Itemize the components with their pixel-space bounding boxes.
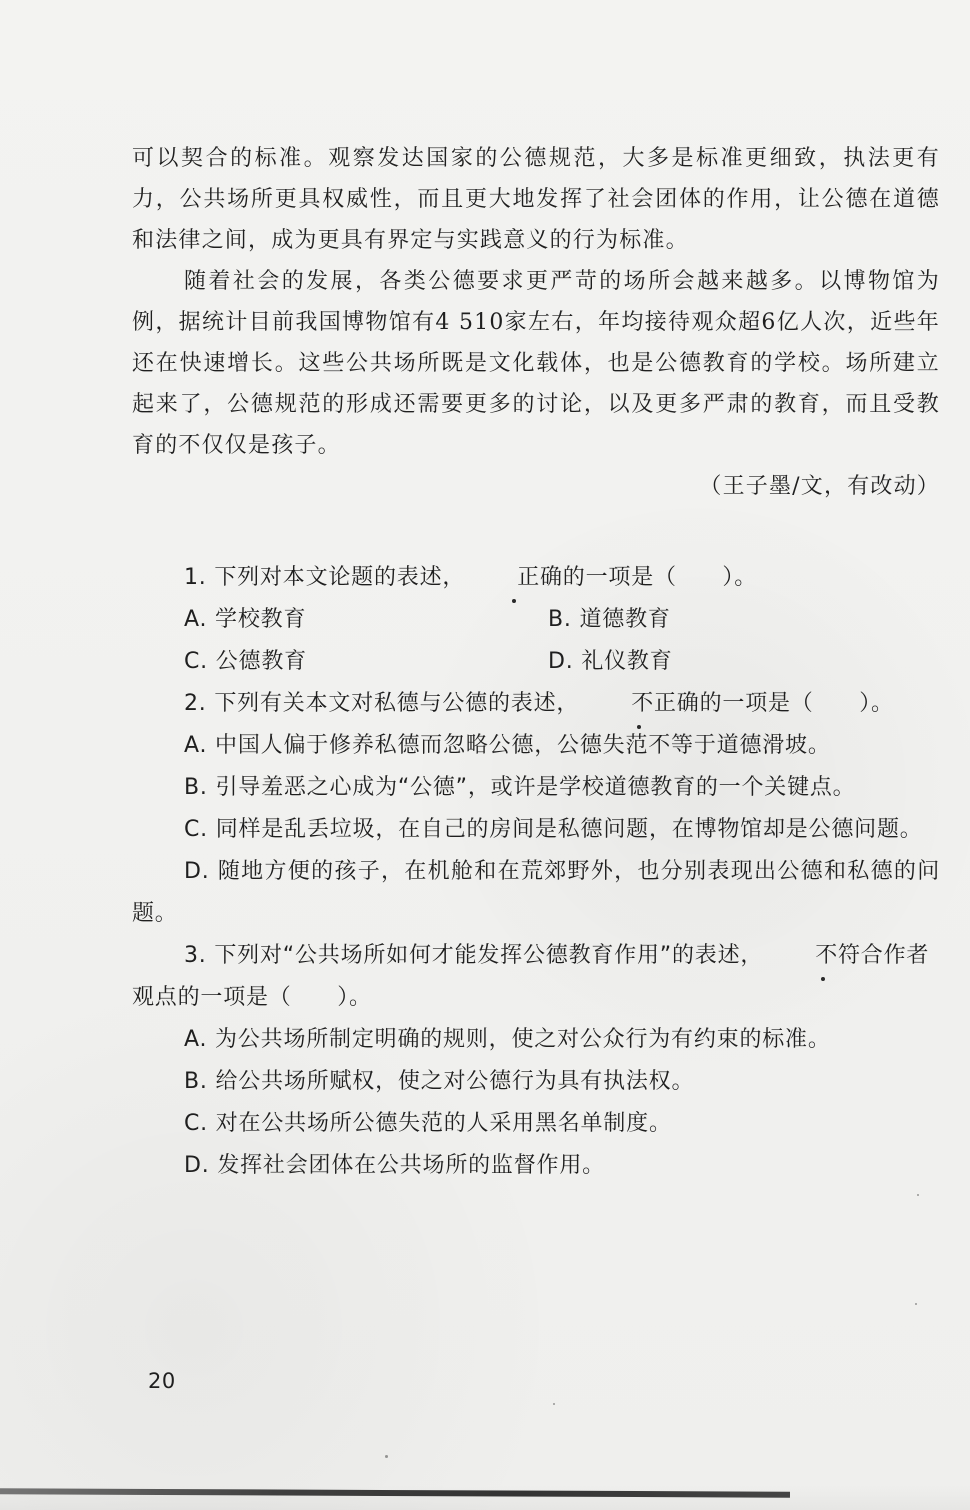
question-3-stem xyxy=(132,935,940,1019)
page-number: 20 xyxy=(148,1369,176,1393)
question-1-stem-prefix: 1. 下列对本文论题的表述， xyxy=(184,565,466,590)
question-3-option-d: D. 发挥社会团体在公共场所的监督作用。 xyxy=(184,1153,605,1178)
scan-speck xyxy=(553,1403,555,1405)
question-1-stem-suffix: 的一项是（ ）。 xyxy=(562,565,757,590)
article-text xyxy=(132,138,940,507)
question-2-stem-suffix: 的一项是（ ）。 xyxy=(699,691,894,716)
scan-speck xyxy=(915,1303,917,1305)
question-3-stem-prefix: 3. 下列对“公共场所如何才能发挥公德教育作用”的表述， xyxy=(184,943,764,968)
question-1-option-a: A. 学校教育 xyxy=(184,607,307,632)
question-3-stem-suffix: 作者观点的一项是（ ）。 xyxy=(132,943,930,1010)
question-2-option-c: C. 同样是乱丢垃圾，在自己的房间是私德问题，在博物馆却是公德问题。 xyxy=(184,817,923,842)
question-3-option-b: B. 给公共场所赋权，使之对公德行为具有执法权。 xyxy=(184,1069,695,1094)
question-1-option-b: B. 道德教育 xyxy=(548,607,671,632)
question-1-option-c: C. 公德教育 xyxy=(184,649,307,674)
question-2-option-d: D. 随地方便的孩子，在机舱和在荒郊野外，也分别表现出公德和私德的问题。 xyxy=(132,859,940,926)
question-3-option-a: A. 为公共场所制定明确的规则，使之对公众行为有约束的标准。 xyxy=(184,1027,831,1052)
question-2-stem xyxy=(132,683,940,725)
article-paragraph-2: 随着社会的发展，各类公德要求更严苛的场所会越来越多。以博物馆为例，据统计目前我国博物馆有4 510家左右，年均接待观众超6亿人次，近些年还在快速增长。这些公共场所既是文化载体，也是公德教育的学校。场所建立起来了，公德规范的形成还需要更多的讨论，以及更多严肃的教育，而且受教育的不仅仅是孩子。 xyxy=(132,269,940,458)
scan-speck xyxy=(515,274,517,276)
article-paragraph-1: 可以契合的标准。观察发达国家的公德规范，大多是标准更细致，执法更有力，公共场所更具权威性，而且更大地发挥了社会团体的作用，让公德在道德和法律之间，成为更具有界定与实践意义的行为标准。 xyxy=(132,146,940,253)
question-1-emphasis: 正确 xyxy=(465,557,563,599)
question-section xyxy=(132,557,940,1187)
question-1-option-d: D. 礼仪教育 xyxy=(548,649,673,674)
question-1-stem xyxy=(132,557,940,599)
question-2-option-b: B. 引导羞恶之心成为“公德”，或许是学校道德教育的一个关键点。 xyxy=(184,775,856,800)
question-3-emphasis: 不符合 xyxy=(763,935,883,977)
question-3-option-c: C. 对在公共场所公德失范的人采用黑名单制度。 xyxy=(184,1111,672,1136)
scan-speck xyxy=(385,1455,388,1458)
question-2-option-a: A. 中国人偏于修养私德而忽略公德，公德失范不等于道德滑坡。 xyxy=(184,733,831,758)
question-1-options xyxy=(184,599,940,683)
question-2-stem-prefix: 2. 下列有关本文对私德与公德的表述， xyxy=(184,691,580,716)
scan-speck xyxy=(917,1194,919,1196)
article-source: （王子墨/文，有改动） xyxy=(699,474,940,499)
question-2-emphasis: 不正确 xyxy=(579,683,699,725)
